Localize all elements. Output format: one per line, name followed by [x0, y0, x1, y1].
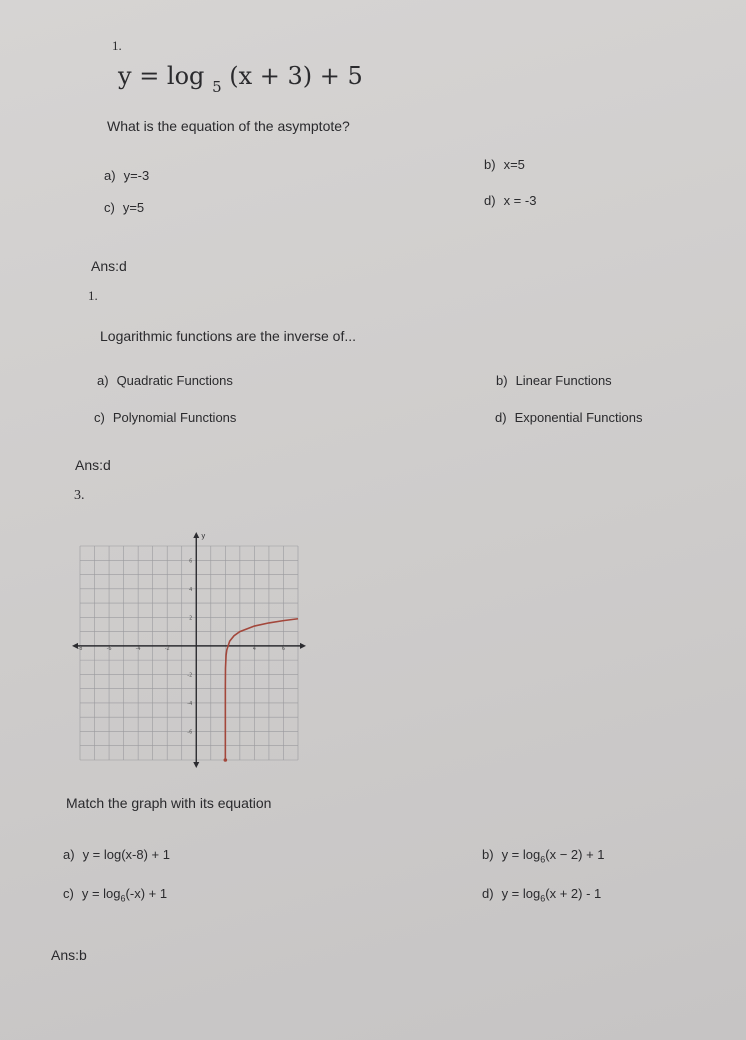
- q1-option-d-label: d): [484, 193, 496, 208]
- y-tick-label: -2: [187, 672, 193, 679]
- q2-answer: Ans:d: [75, 457, 111, 473]
- q3-option-c-base: 6: [120, 893, 126, 904]
- x-tick-label: 4: [252, 645, 256, 652]
- graph-curve: [225, 619, 298, 760]
- x-tick-label: -6: [106, 645, 112, 652]
- q2-prompt: Logarithmic functions are the inverse of...: [100, 328, 357, 344]
- q2-option-d-label: d): [495, 410, 507, 425]
- y-tick-label: -6: [187, 729, 193, 736]
- q1-option-c-text: y=5: [122, 200, 145, 215]
- graph-grid: [77, 546, 298, 760]
- question-number-2: 1.: [88, 288, 98, 303]
- q3-option-b-pre: y = log: [501, 847, 541, 862]
- y-tick-label: -4: [187, 700, 193, 707]
- q3-option-d-pre: y = log: [501, 886, 541, 901]
- y-axis-label: y: [201, 532, 206, 540]
- q1-option-b[interactable]: [484, 157, 525, 172]
- q2-option-c-text: Polynomial Functions: [112, 410, 237, 425]
- q1-formula-rhs: (x + 3) + 5: [229, 62, 363, 90]
- q3-option-d-label: d): [482, 886, 494, 901]
- y-axis-arrow-up-icon: [193, 532, 199, 538]
- q3-graph: [70, 528, 310, 768]
- q1-option-c[interactable]: [104, 200, 144, 215]
- q2-option-b-label: b): [496, 373, 508, 388]
- q2-option-a-text: Quadratic Functions: [116, 373, 233, 388]
- y-tick-label: 2: [189, 615, 193, 622]
- q3-option-b[interactable]: [482, 847, 605, 865]
- q3-option-c[interactable]: [63, 886, 167, 904]
- x-tick-label: -8: [77, 645, 83, 652]
- q3-answer: Ans:b: [51, 947, 87, 963]
- q1-formula-base: 5: [212, 78, 222, 96]
- question-number-3: 3.: [74, 488, 85, 503]
- q3-option-d-base: 6: [540, 893, 546, 904]
- question-number-1: 1.: [112, 38, 122, 53]
- q3-option-a[interactable]: [63, 847, 170, 862]
- q3-prompt: Match the graph with its equation: [66, 795, 272, 811]
- q3-option-b-label: b): [482, 847, 494, 862]
- q3-option-b-post: (x − 2) + 1: [545, 847, 605, 862]
- q2-option-b[interactable]: [496, 373, 612, 388]
- q2-option-c[interactable]: [94, 410, 236, 425]
- q1-option-c-label: c): [104, 200, 115, 215]
- q1-formula: [118, 62, 363, 96]
- q1-formula-lhs: y = log: [118, 62, 205, 90]
- q1-option-b-label: b): [484, 157, 496, 172]
- x-tick-label: -2: [164, 645, 170, 652]
- q2-option-a[interactable]: [97, 373, 233, 388]
- q1-option-a-label: a): [104, 168, 116, 183]
- q2-option-a-label: a): [97, 373, 109, 388]
- q3-option-c-label: c): [63, 886, 74, 901]
- curve-end-point: [224, 758, 228, 762]
- q1-option-d-text: x = -3: [503, 193, 537, 208]
- q2-option-b-text: Linear Functions: [515, 373, 612, 388]
- q1-option-b-text: x=5: [503, 157, 525, 172]
- x-tick-label: 6: [281, 645, 286, 652]
- q2-option-d-text: Exponential Functions: [514, 410, 643, 425]
- q3-option-d[interactable]: [482, 886, 601, 904]
- y-axis-arrow-down-icon: [193, 762, 199, 768]
- q2-option-d[interactable]: [495, 410, 642, 425]
- q3-option-a-text: y = log(x-8) + 1: [82, 847, 170, 862]
- q3-option-c-post: (-x) + 1: [125, 886, 168, 901]
- graph-tick-labels: [78, 558, 286, 735]
- x-axis-arrow-right-icon: [300, 643, 306, 649]
- q1-option-d[interactable]: [484, 193, 536, 208]
- q3-option-a-label: a): [63, 847, 75, 862]
- q3-option-d-post: (x + 2) - 1: [545, 886, 602, 901]
- q2-option-c-label: c): [94, 410, 105, 425]
- q3-option-b-base: 6: [540, 854, 546, 865]
- y-tick-label: 6: [189, 558, 193, 565]
- y-tick-label: 4: [189, 586, 193, 593]
- q1-answer: Ans:d: [91, 258, 127, 274]
- q1-option-a[interactable]: [104, 168, 149, 183]
- q3-option-c-pre: y = log: [81, 886, 121, 901]
- x-tick-label: -4: [135, 645, 141, 652]
- q1-option-a-text: y=-3: [123, 168, 150, 183]
- q1-prompt: What is the equation of the asymptote?: [107, 118, 350, 134]
